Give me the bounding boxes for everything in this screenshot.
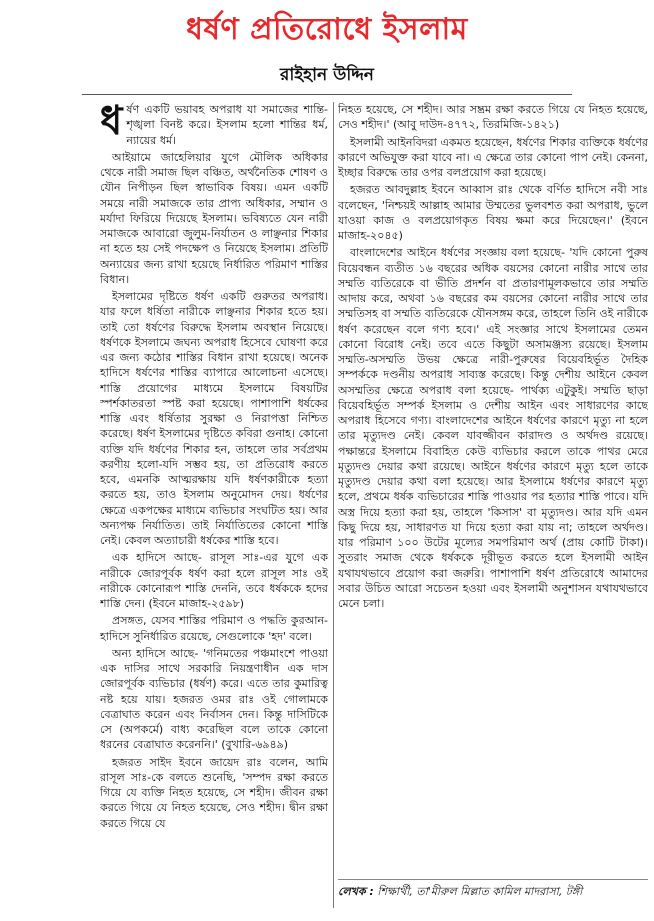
paragraph: অন্য হাদিসে আছে- 'গনিমতের পঞ্চমাংশে পাওয়া এক দাসির সাথে সরকারি নিয়ন্ত্রণাধীন এক দাস জোরপূর্বক ব্যভিচার (ধর্ষণ) করে। এতে তার কুমারিত্ব নষ্ট হয়ে যায়। হজরত ওমর রাঃ ওই গোলামকে বেত্রাঘাত করেন এবং নির্বাসন দেন। কিন্তু দাসিটিকে সে (অপকর্মে) বাধ্য করেছিল বলে তাকে কোনো ধরনের বেত্রাঘাত করেননি।' (বুখারি-৬৯৪৯)	[100, 646, 328, 752]
left-column	[100, 102, 328, 910]
credit-rule	[338, 879, 648, 880]
author-byline: রাইহান উদ্দিন	[280, 65, 374, 85]
right-column	[338, 102, 648, 872]
paragraph: ইসলামী আইনবিদরা একমত হয়েছেন, ধর্ষণের শিকার ব্যক্তিকে ধর্ষণের কারণে অভিযুক্ত করা যাবে না। এ ক্ষেত্রে তার কোনো পাপ নেই। কেননা, ইচ্ছার বিরুদ্ধে তার ওপর বলপ্রয়োগ করা হয়েছে।	[338, 135, 648, 179]
paragraph	[100, 102, 328, 148]
author-credit	[338, 884, 648, 899]
credit-label: লেখক :	[338, 885, 374, 898]
paragraph: হজরত আবদুল্লাহ ইবনে আব্বাস রাঃ থেকে বর্ণিত হাদিসে নবী সাঃ বলেছেন, 'নিশ্চয়ই আল্লাহ আমার উম্মতের ভুলবশত করা অপরাধ, ভুলে যাওয়া কাজ ও বলপ্রয়োগকৃত বিষয় ক্ষমা করে দিয়েছেন।' (ইবনে মাজাহ-২০৪৫)	[338, 183, 648, 242]
credit-text: শিক্ষার্থী, তা'মীরুল মিল্লাত কামিল মাদরাসা, টঙ্গী	[377, 885, 583, 898]
paragraph: হজরত সাইদ ইবনে জায়েদ রাঃ বলেন, আমি রাসূল সাঃ-কে বলতে শুনেছি, 'সম্পদ রক্ষা করতে গিয়ে যে ব্যক্তি নিহত হয়েছে, সে শহীদ। জীবন রক্ষা করতে গিয়ে যে নিহত হয়েছে, সেও শহীদ। দ্বীন রক্ষা করতে গিয়ে যে	[100, 755, 328, 830]
column-divider	[333, 102, 334, 908]
paragraph: এক হাদিসে আছে- রাসূল সাঃ-এর যুগে এক নারীকে জোরপূর্বক ধর্ষণ করা হলে রাসূল সাঃ ওই নারীকে কোনোরূপ শাস্তি দেননি, তবে ধর্ষককে হদের শাস্তি দেন। (ইবনে মাজাহ-২৫৯৮)	[100, 551, 328, 610]
article-headline: ধর্ষণ প্রতিরোধে ইসলাম	[186, 12, 468, 47]
paragraph-text: র্ষণ একটি ভয়াবহ অপরাধ যা সমাজের শান্তি-শৃঙ্খলা বিনষ্ট করে। ইসলাম হলো শান্তির ধর্ম, ন্যায়ের ধর্ম।	[126, 103, 328, 147]
paragraph: আইয়ামে জাহেলিয়ার যুগে মৌলিক অধিকার থেকে নারী সমাজ ছিল বঞ্চিত, অর্থনৈতিক শোষণ ও যৌন নিপীড়ন ছিল স্বাভাবিক বিষয়। এমন একটি সময়ে নারী সমাজকে তার প্রাপ্য অধিকার, সম্মান ও মর্যাদা ফিরিয়ে দিয়েছে ইসলাম। ভবিষ্যতে যেন নারী সমাজকে আবারো জুলুম-নির্যাতন ও লাঞ্ছনার শিকার না হতে হয় সেই পদক্ষেপ ও নিয়েছে ইসলাম। প্রতিটি অন্যায়ের জন্য রাখা হয়েছে নির্ধারিত পরিমাণ শাস্তির বিধান।	[100, 150, 328, 286]
paragraph: প্রসঙ্গত, যেসব শাস্তির পরিমাণ ও পদ্ধতি কুরআন-হাদিসে সুনির্ধারিত রয়েছে, সেগুলোকে 'হদ' বলে।	[100, 614, 328, 643]
paragraph: ইসলামের দৃষ্টিতে ধর্ষণ একটি গুরুতর অপরাধ। যার ফলে ধর্ষিতা নারীকে লাঞ্ছনার শিকার হতে হয়। তাই তো ধর্ষণের বিরুদ্ধে ইসলাম অবস্থান নিয়েছে। ধর্ষণকে ইসলামে জঘন্য অপরাধ হিসেবে ঘোষণা করে এর জন্য কঠোর শাস্তির বিধান রাখা হয়েছে। অনেক হাদিসে ধর্ষণের শাস্তির ব্যাপারে আলোচনা এসেছে। শাস্তি প্রয়োগের মাধ্যমে ইসলামে বিষয়টির স্পর্শকাতরতা স্পষ্ট করা হয়েছে। পাশাপাশি ধর্ষকের শাস্তি এবং ধর্ষিতার সুরক্ষা ও নিরাপত্তা নিশ্চিত করেছে। ধর্ষণ ইসলামের দৃষ্টিতে কবিরা গুনাহ। কোনো ব্যক্তি যদি ধর্ষণের শিকার হন, তাহলে তার সর্বপ্রথম করণীয় হলো-যদি সম্ভব হয়, তা প্রতিরোধ করতে হবে, এমনকি আত্মরক্ষায় যদি ধর্ষণকারীকে হত্যা করতে হয়, তাও ইসলাম অনুমোদন দেয়। ধর্ষণের ক্ষেত্রে একপক্ষের মাধ্যমে ব্যভিচার সংঘটিত হয়। আর অন্যপক্ষ নির্যাতিত। তাই নির্যাতিতের কোনো শাস্তি নেই। কেবল অত্যাচারী ধর্ষকের শাস্তি হবে।	[100, 290, 328, 547]
paragraph: বাংলাদেশের আইনে ধর্ষণের সংজ্ঞায় বলা হয়েছে- 'যদি কোনো পুরুষ বিয়েবন্ধন ব্যতীত ১৬ বছরের অধিক বয়সের কোনো নারীর সাথে তার সম্মতি ব্যতিরেকে বা ভীতি প্রদর্শন বা প্রতারণামূলকভাবে তার সম্মতি আদায় করে, অথবা ১৬ বছরের কম বয়সের কোনো নারীর সাথে তার সম্মতিসহ বা সম্মতি ব্যতিরেকে যৌনসঙ্গম করে, তাহলে তিনি ওই নারীকে ধর্ষণ করেছেন বলে গণ্য হবে।' এই সংজ্ঞার সাথে ইসলামের তেমন কোনো বিরোধ নেই। তবে এতে কিছুটা অসামঞ্জস্য রয়েছে। ইসলাম সম্মতি-অসম্মতি উভয় ক্ষেত্রে নারী-পুরুষের বিয়েবহির্ভূত দৈহিক সম্পর্ককে দণ্ডনীয় অপরাধ সাব্যস্ত করেছে। কিন্তু দেশীয় আইনে কেবল অসম্মতির ক্ষেত্রে অপরাধ বলা হয়েছে- পার্থক্য এটুকুই। সম্মতি ছাড়া বিয়েবহির্ভূত সম্পর্ক ইসলাম ও দেশীয় আইন এবং সাধারণের কাছে অপরাধ হিসেবে গণ্য। বাংলাদেশের আইনে ধর্ষণের কারণে মৃত্যু না হলে তার মৃত্যুদণ্ড নেই। কেবল যাবজ্জীবন কারাদণ্ড ও অর্থদণ্ড রয়েছে। পক্ষান্তরে ইসলামে বিবাহিত কেউ ব্যভিচার করলে তাকে পাথর মেরে মৃত্যুদণ্ড দেয়ার কথা রয়েছে। আইনে ধর্ষণের কারণে মৃত্যু হলে তাকে মৃত্যুদণ্ড দেয়ার কথা বলা হয়েছে। আর ইসলামে ধর্ষণের কারণে মৃত্যু হলে, প্রথমে ধর্ষক ব্যভিচারের শাস্তি পাওয়ার পর হত্যার শাস্তি পাবে। যদি অস্ত্র দিয়ে হত্যা করা হয়, তাহলে 'কিসাস' বা মৃত্যুদণ্ড। আর যদি এমন কিছু দিয়ে হয়, সাধারণত যা দিয়ে হত্যা করা যায় না; তাহলে অর্থদণ্ড। যার পরিমাণ ১০০ উটের মূল্যের সমপরিমাণ অর্থ (প্রায় কোটি টাকা)। সুতরাং সমাজ থেকে ধর্ষককে দূরীভূত করতে হলে ইসলামী আইন যথাযথভাবে প্রয়োগ করা জরুরি। পাশাপাশি ধর্ষণ প্রতিরোধে আমাদের সবার উচিত আরো সচেতন হওয়া এবং ইসলামী অনুশাসন যথাযথভাবে মেনে চলা।	[338, 246, 648, 610]
paragraph: নিহত হয়েছে, সে শহীদ। আর সম্ভ্রম রক্ষা করতে গিয়ে যে নিহত হয়েছে, সেও শহীদ।' (আবু দাউদ-৪৭৭২, তিরমিজি-১৪২১)	[338, 103, 648, 132]
drop-cap: ধ	[100, 102, 123, 144]
header-rule	[82, 94, 572, 95]
